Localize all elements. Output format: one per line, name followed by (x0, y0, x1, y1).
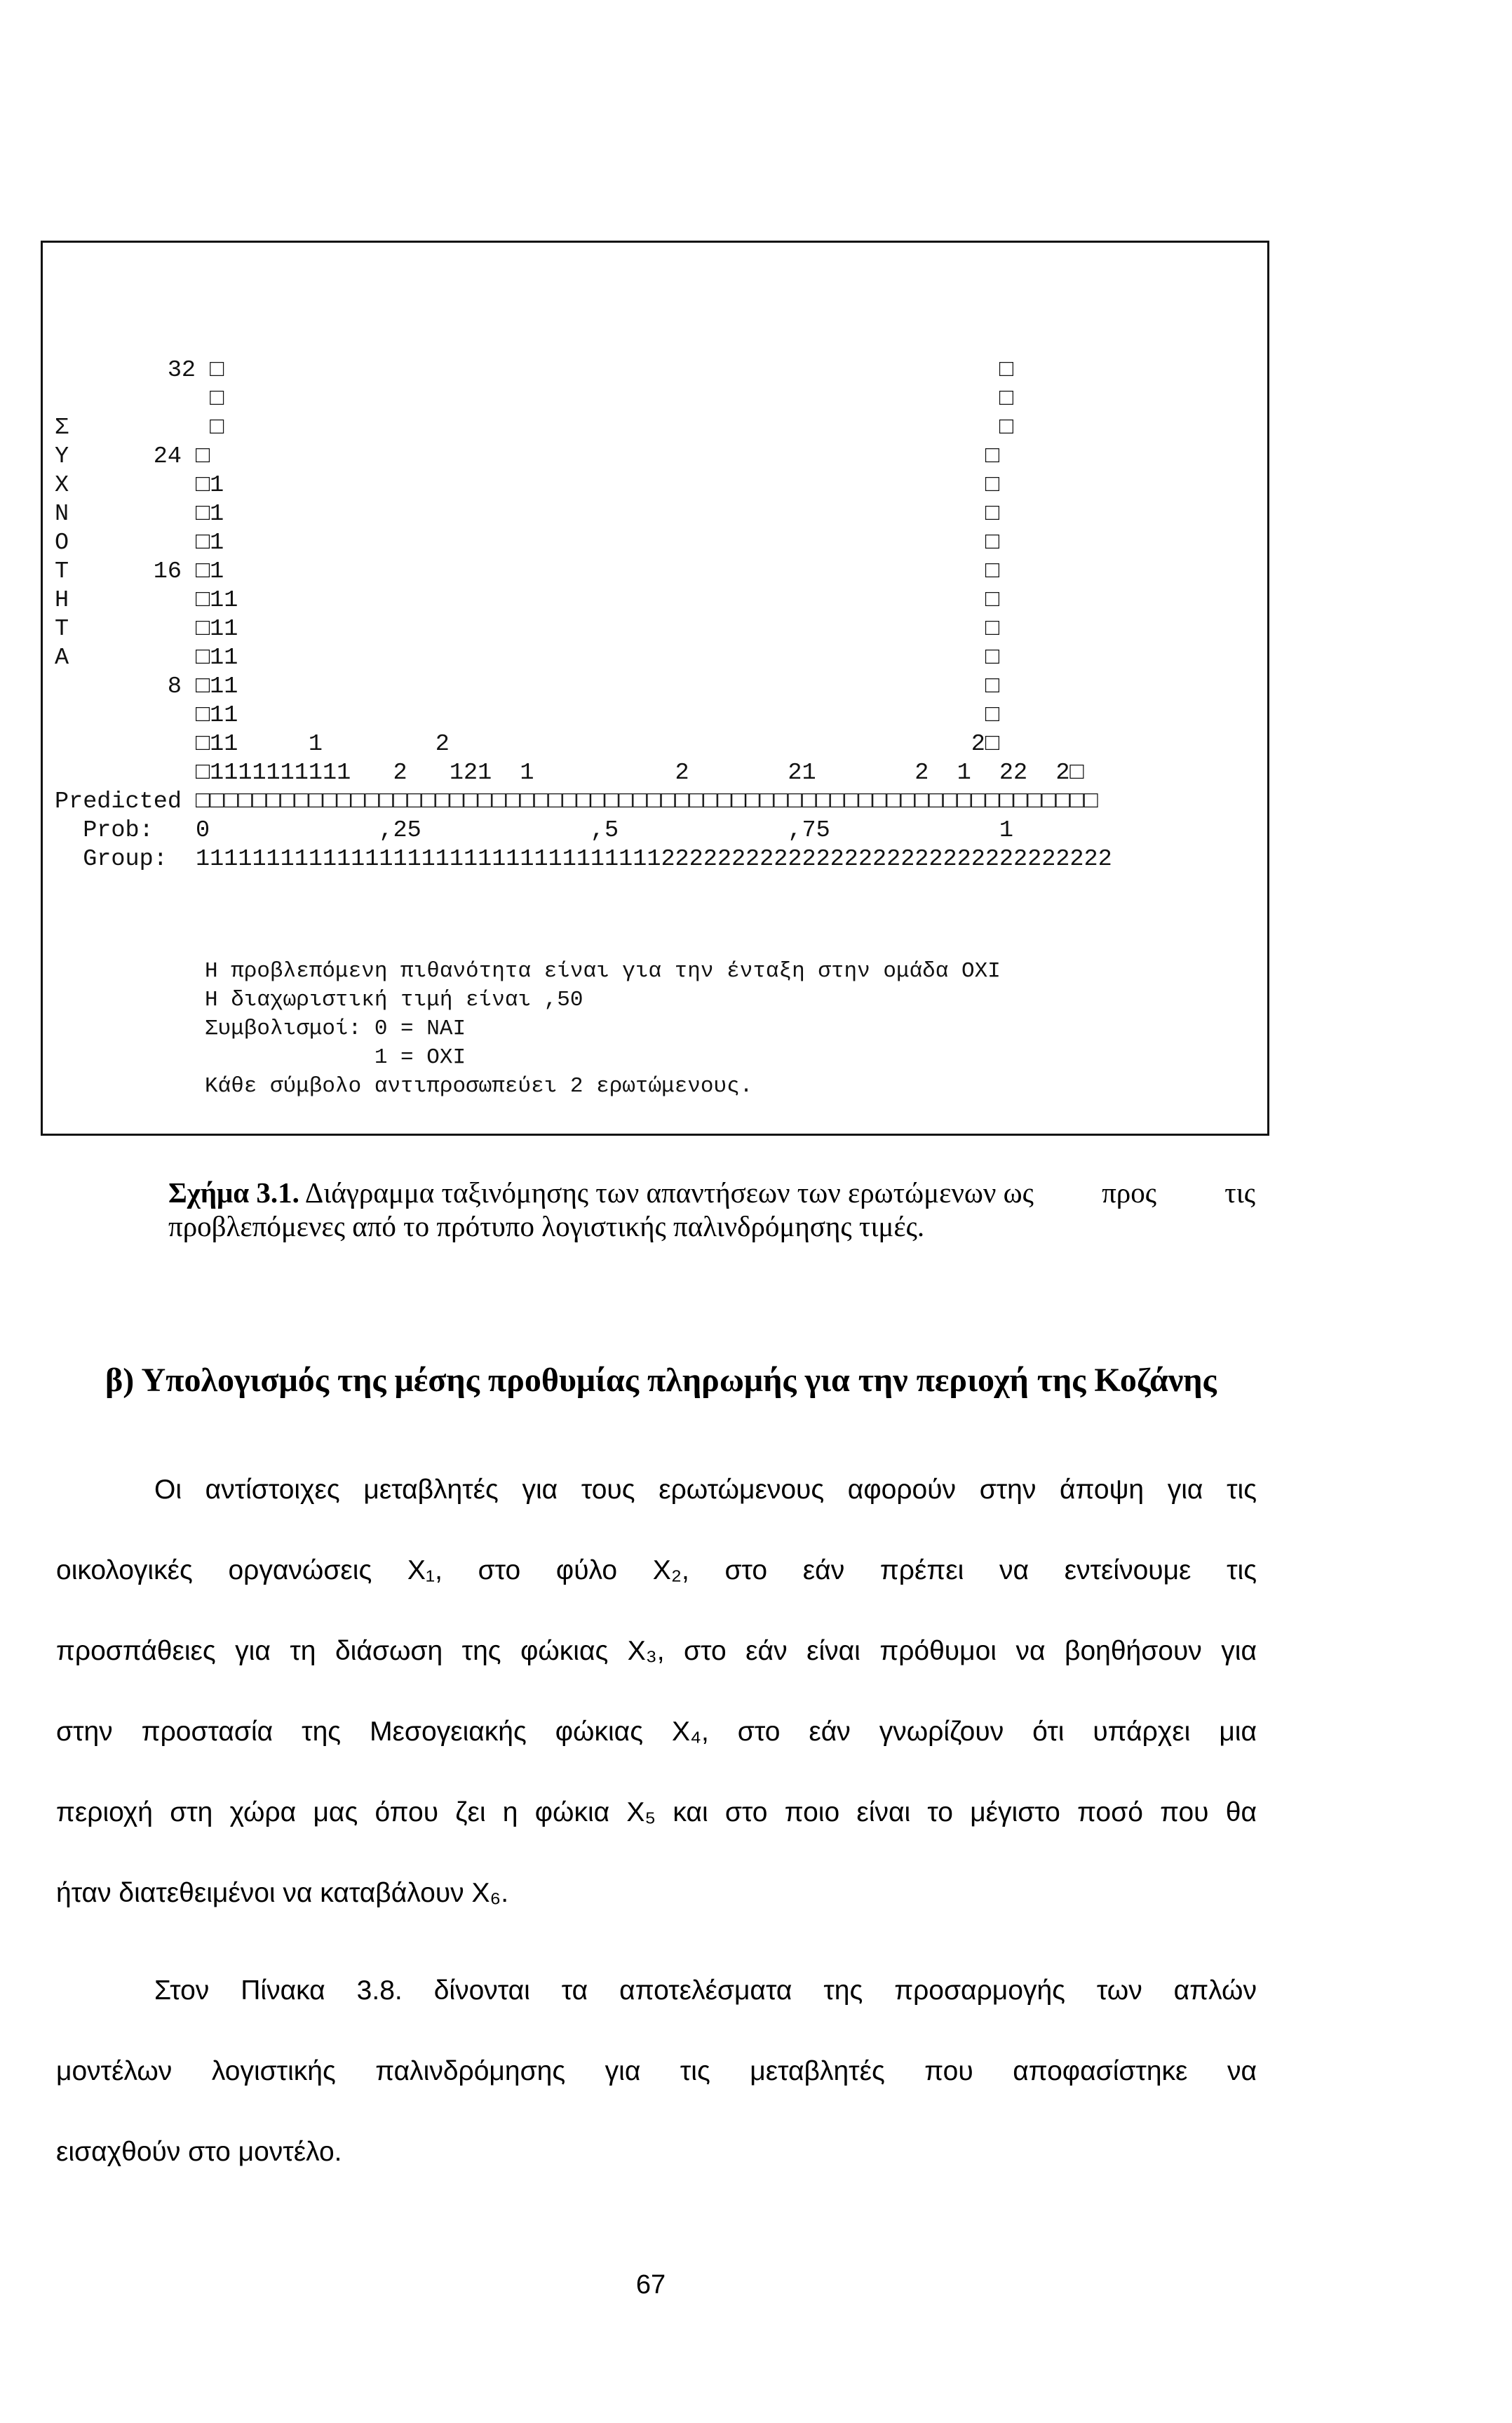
plot-line: Prob: 0 ,25 ,5 ,75 1 (55, 817, 1014, 844)
paragraph-line: περιοχή στη χώρα μας όπου ζει η φώκια X₅ και στο ποιο είναι το μέγιστο ποσό που θα (56, 1797, 1257, 1827)
plot-line: Τ □11 □ (55, 616, 999, 643)
plot-line: Predicted □□□□□□□□□□□□□□□□□□□□□□□□□□□□□□□□□□□□□□□□□□□□□□□□□□□□□□□□□□□□□□□□ (55, 788, 1098, 815)
caption-line-2: προβλεπόμενες από το πρότυπο λογιστικής παλινδρόμησης τιμές. (168, 1210, 925, 1242)
paragraph-line: Οι αντίστοιχες μεταβλητές για τους ερωτώμενους αφορούν στην άποψη για τις (154, 1475, 1257, 1505)
caption-word: τις (1224, 1176, 1255, 1209)
plot-line: Χ □1 □ (55, 472, 999, 499)
plot-line: □ □ (55, 386, 1014, 412)
legend-line: Κάθε σύμβολο αντιπροσωπεύει 2 ερωτώμενους. (205, 1074, 753, 1099)
plot-line: Group: 11111111111111111111111111111111122222222222222222222222222222222 (55, 846, 1112, 873)
section-heading: β) Υπολογισμός της μέσης προθυμίας πληρωμής για την περιοχή της Κοζάνης (105, 1362, 1217, 1399)
plot-line: 32 □ □ (55, 357, 1014, 384)
legend-line: Συμβολισμοί: 0 = ΝΑΙ (205, 1016, 466, 1041)
caption-word: προς (1102, 1176, 1157, 1209)
paragraph-line: μοντέλων λογιστικής παλινδρόμησης για τις μεταβλητές που αποφασίστηκε να (56, 2056, 1257, 2086)
paragraph-line: Στον Πίνακα 3.8. δίνονται τα αποτελέσματα της προσαρμογής των απλών (154, 1975, 1257, 2006)
caption-text: Διάγραμμα ταξινόμησης των απαντήσεων των ερωτώμενων ως (304, 1176, 1034, 1209)
paragraph-line: οικολογικές οργανώσεις X₁, στο φύλο X₂, στο εάν πρέπει να εντείνουμε τις (56, 1555, 1257, 1585)
paragraph-line: προσπάθειες για τη διάσωση της φώκιας X₃, στο εάν είναι πρόθυμοι να βοηθήσουν για (56, 1636, 1257, 1666)
plot-line: □11 1 2 2□ (55, 731, 999, 758)
legend-line: Η προβλεπόμενη πιθανότητα είναι για την ένταξη στην ομάδα ΟΧΙ (205, 959, 1001, 984)
plot-line: Ο □1 □ (55, 530, 999, 556)
paragraph-line: ήταν διατεθειμένοι να καταβάλουν X₆. (56, 1878, 509, 1908)
paragraph-1 (56, 1449, 1257, 1933)
plot-line: Σ □ □ (55, 415, 1014, 441)
plot-line: □11 □ (55, 702, 999, 729)
classification-plot (55, 356, 1112, 874)
paragraph-line: εισαχθούν στο μοντέλο. (56, 2137, 342, 2167)
figure-caption (168, 1176, 1255, 1243)
paragraph-line: στην προστασία της Μεσογειακής φώκιας X₄, στο εάν γνωρίζουν ότι υπάρχει μια (56, 1717, 1257, 1747)
figure-label: Σχήμα 3.1. (168, 1176, 299, 1209)
plot-line: 8 □11 □ (55, 673, 999, 700)
plot-line: Τ 16 □1 □ (55, 558, 999, 585)
legend-line: Η διαχωριστική τιμή είναι ,50 (205, 988, 583, 1012)
page-number: 67 (635, 2270, 666, 2300)
plot-line: Η □11 □ (55, 587, 999, 614)
legend-line: 1 = ΟΧΙ (205, 1045, 466, 1070)
plot-legend (205, 957, 1001, 1101)
plot-line: □1111111111 2 121 1 2 21 2 1 22 2□ (55, 760, 1084, 786)
plot-line: Υ 24 □ □ (55, 443, 999, 470)
paragraph-2 (56, 1950, 1257, 2192)
plot-line: Α □11 □ (55, 645, 999, 671)
plot-line: Ν □1 □ (55, 501, 999, 528)
